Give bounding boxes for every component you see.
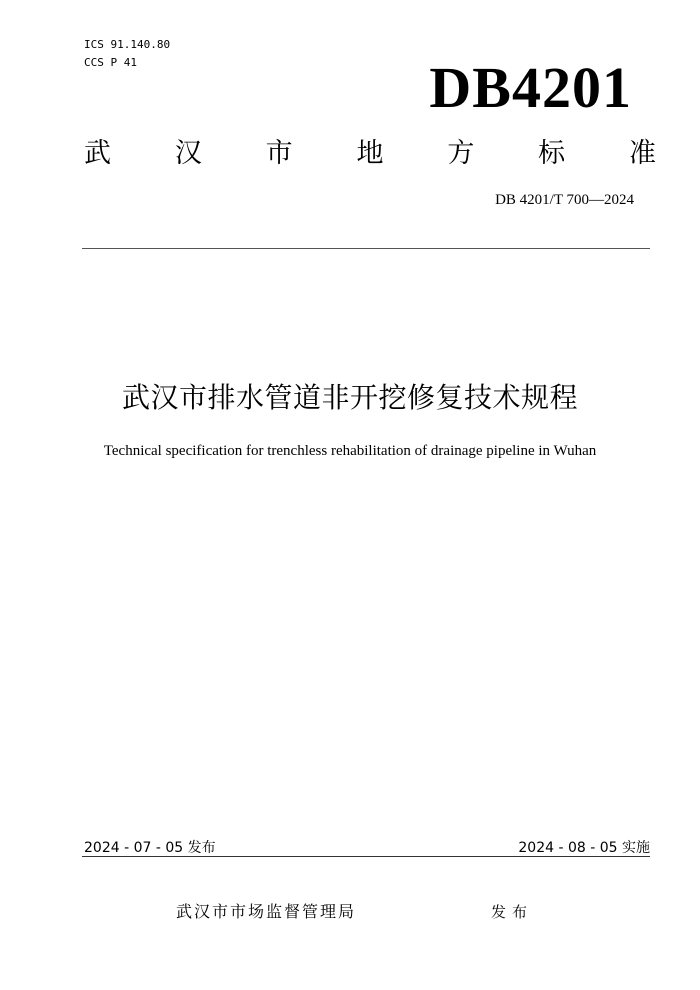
standard-type-char: 准 [628,138,656,169]
standard-type-char: 方 [447,138,475,169]
standard-type-char: 地 [356,138,384,169]
ccs-code: CCS P 41 [84,56,137,69]
standard-number: DB 4201/T 700—2024 [495,192,634,208]
document-title-chinese: 武汉市排水管道非开挖修复技术规程 [121,381,578,414]
issue-label: 发布 [491,903,534,921]
document-title-english: Technical specification for trenchless rehabilitation of drainage pipeline in Wuhan [103,443,597,459]
standard-type-char: 标 [538,138,566,169]
implementation-date: 2024 - 08 - 05 实施 [518,840,650,856]
standard-type-heading [84,135,656,173]
standard-type-char: 武 [84,138,111,169]
ics-code: ICS 91.140.80 [84,38,171,51]
standard-type-char: 市 [265,138,293,169]
publish-date: 2024 - 07 - 05 发布 [84,840,216,856]
standard-code-heading: DB4201 [429,55,632,120]
standard-type-char: 汉 [174,138,202,169]
issuing-authority: 武汉市市场监督管理局 [176,902,357,921]
footer-divider [82,856,650,857]
classification-codes [84,36,170,72]
header-divider [82,248,650,249]
